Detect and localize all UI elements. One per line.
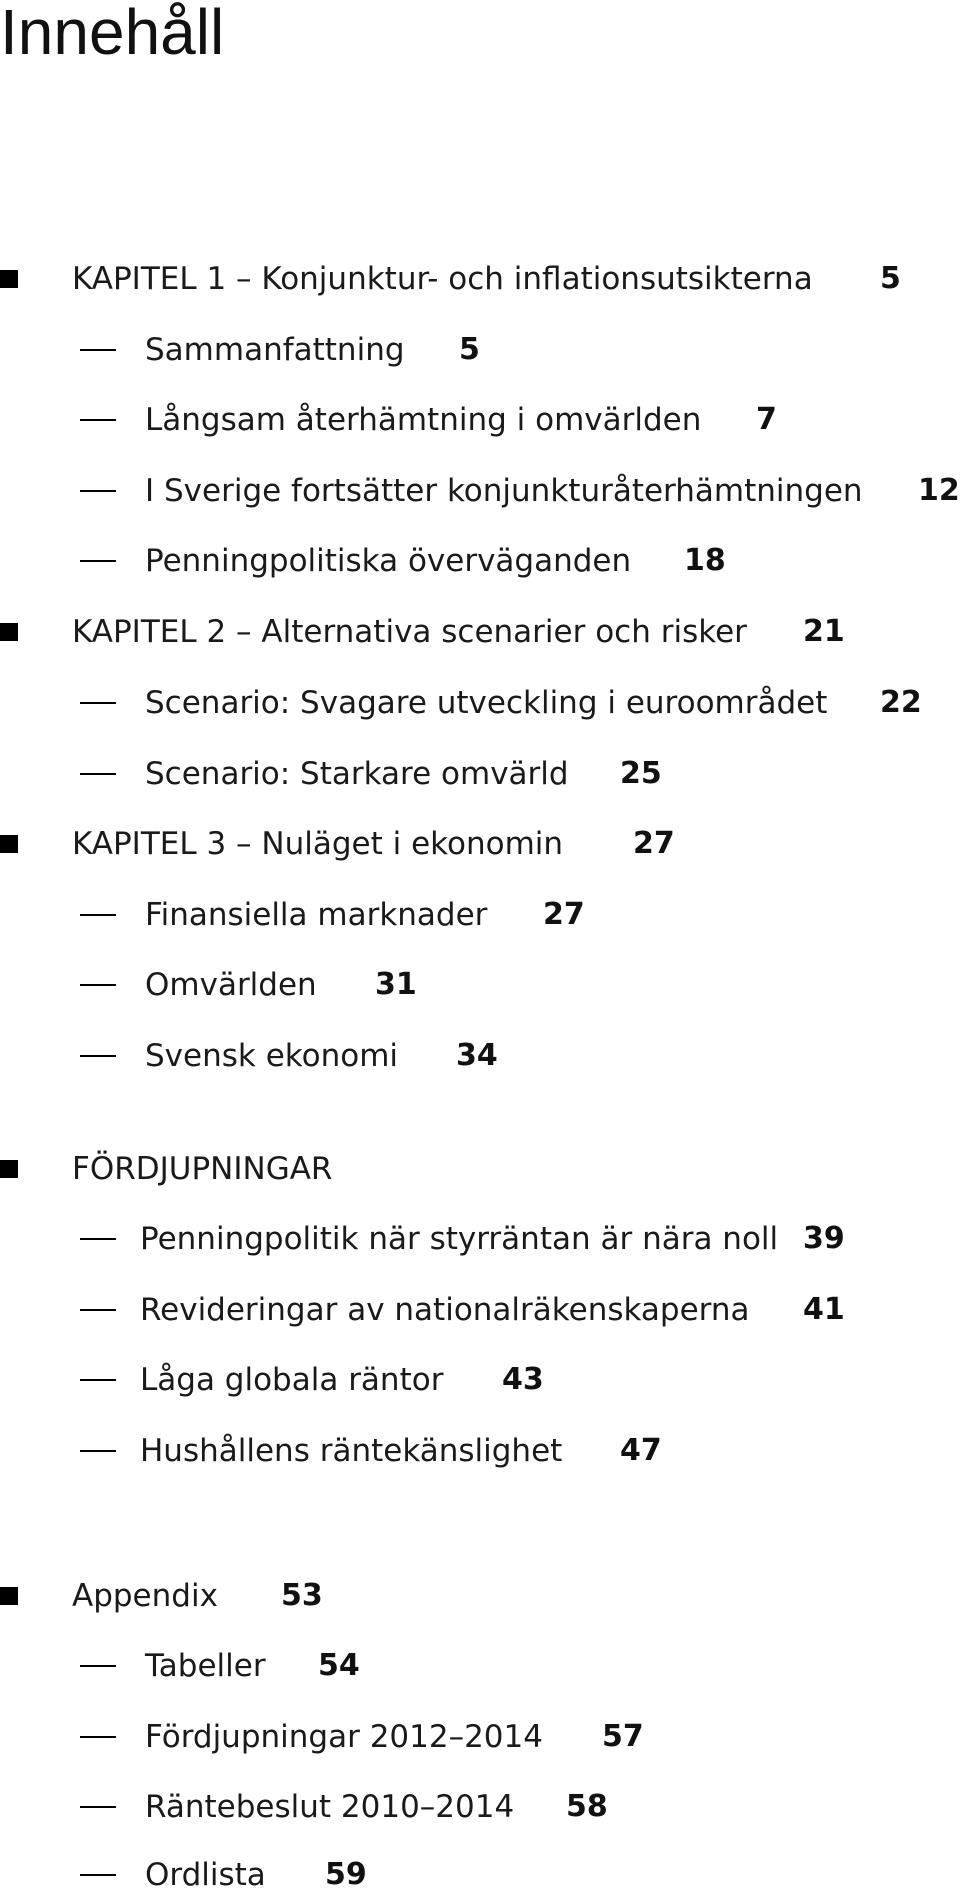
dash-bullet-icon [80, 1055, 116, 1057]
toc-section-label: KAPITEL 2 – Alternativa scenarier och risker [72, 614, 747, 650]
toc-item[interactable] [0, 1855, 960, 1895]
toc-page-number: 31 [375, 967, 417, 1002]
toc-page-number: 5 [459, 332, 480, 367]
toc-item[interactable] [0, 895, 960, 935]
toc-page-number: 5 [880, 261, 901, 296]
toc-item-label: Omvärlden [145, 967, 317, 1003]
toc-section-kapitel-3[interactable] [0, 824, 960, 864]
dash-bullet-icon [80, 984, 116, 986]
dash-bullet-icon [80, 1450, 116, 1452]
toc-page-number: 25 [620, 756, 662, 791]
page-title: Innehåll [0, 0, 225, 68]
dash-bullet-icon [80, 1736, 116, 1738]
toc-page-number: 12 [918, 473, 960, 508]
toc-section-kapitel-2[interactable] [0, 612, 960, 652]
dash-bullet-icon [80, 702, 116, 704]
toc-item[interactable] [0, 965, 960, 1005]
toc-item-label: Ordlista [145, 1857, 266, 1893]
toc-item[interactable] [0, 1360, 960, 1400]
toc-item[interactable] [0, 471, 960, 511]
toc-item-label: I Sverige fortsätter konjunkturåterhämtningen [145, 473, 863, 509]
toc-item-label: Finansiella marknader [145, 897, 488, 933]
toc-item[interactable] [0, 1717, 960, 1757]
toc-item-label: Scenario: Starkare omvärld [145, 756, 569, 792]
toc-page-number: 21 [803, 614, 845, 649]
dash-bullet-icon [80, 1238, 116, 1240]
toc-item-label: Penningpolitik när styrräntan är nära noll [140, 1221, 779, 1257]
toc-section-kapitel-1[interactable] [0, 259, 960, 299]
toc-page-number: 54 [318, 1648, 360, 1683]
toc-section-appendix[interactable] [0, 1576, 960, 1616]
toc-page-number: 47 [620, 1433, 662, 1468]
toc-item-label: Revideringar av nationalräkenskaperna [140, 1292, 750, 1328]
toc-item[interactable] [0, 683, 960, 723]
toc-section-label: Appendix [72, 1578, 218, 1614]
toc-page-number: 27 [633, 826, 675, 861]
toc-item[interactable] [0, 1646, 960, 1686]
toc-item[interactable] [0, 330, 960, 370]
toc-item-label: Svensk ekonomi [145, 1038, 399, 1074]
toc-item-label: Sammanfattning [145, 332, 405, 368]
toc-item[interactable] [0, 1431, 960, 1471]
toc-section-fordjupningar[interactable] [0, 1149, 960, 1189]
toc-page-number: 27 [543, 897, 585, 932]
toc-section-label: KAPITEL 1 – Konjunktur- och inflationsutsikterna [72, 261, 813, 297]
dash-bullet-icon [80, 349, 116, 351]
toc-item-label: Penningpolitiska överväganden [145, 543, 632, 579]
dash-bullet-icon [80, 560, 116, 562]
toc-section-label: FÖRDJUPNINGAR [72, 1151, 333, 1187]
dash-bullet-icon [80, 1665, 116, 1667]
toc-page-number: 57 [602, 1719, 644, 1754]
toc-page-number: 39 [803, 1221, 845, 1256]
toc-item[interactable] [0, 754, 960, 794]
square-bullet-icon [0, 835, 18, 853]
dash-bullet-icon [80, 1874, 116, 1876]
dash-bullet-icon [80, 773, 116, 775]
dash-bullet-icon [80, 914, 116, 916]
toc-item-label: Fördjupningar 2012–2014 [145, 1719, 543, 1755]
square-bullet-icon [0, 1587, 18, 1605]
toc-page-number: 58 [566, 1789, 608, 1824]
toc-item[interactable] [0, 1036, 960, 1076]
dash-bullet-icon [80, 1309, 116, 1311]
toc-item-label: Scenario: Svagare utveckling i euroområdet [145, 685, 828, 721]
toc-page-number: 22 [880, 685, 922, 720]
toc-item-label: Långsam återhämtning i omvärlden [145, 402, 702, 438]
toc-page-number: 43 [502, 1362, 544, 1397]
toc-page-number: 41 [803, 1292, 845, 1327]
square-bullet-icon [0, 270, 18, 288]
toc-item[interactable] [0, 541, 960, 581]
toc-page-number: 53 [281, 1578, 323, 1613]
toc-item-label: Tabeller [145, 1648, 266, 1684]
toc-item[interactable] [0, 1290, 960, 1330]
toc-item-label: Räntebeslut 2010–2014 [145, 1789, 515, 1825]
toc-item[interactable] [0, 1787, 960, 1827]
dash-bullet-icon [80, 1806, 116, 1808]
toc-page-number: 18 [684, 543, 726, 578]
toc-page-number: 7 [756, 402, 777, 437]
toc-section-label: KAPITEL 3 – Nuläget i ekonomin [72, 826, 564, 862]
toc-page-number: 34 [456, 1038, 498, 1073]
square-bullet-icon [0, 1160, 18, 1178]
dash-bullet-icon [80, 419, 116, 421]
toc-page-number: 59 [325, 1857, 367, 1892]
toc-item[interactable] [0, 1219, 960, 1259]
square-bullet-icon [0, 623, 18, 641]
toc-item-label: Hushållens räntekänslighet [140, 1433, 563, 1469]
dash-bullet-icon [80, 490, 116, 492]
dash-bullet-icon [80, 1379, 116, 1381]
toc-item[interactable] [0, 400, 960, 440]
toc-item-label: Låga globala räntor [140, 1362, 444, 1398]
